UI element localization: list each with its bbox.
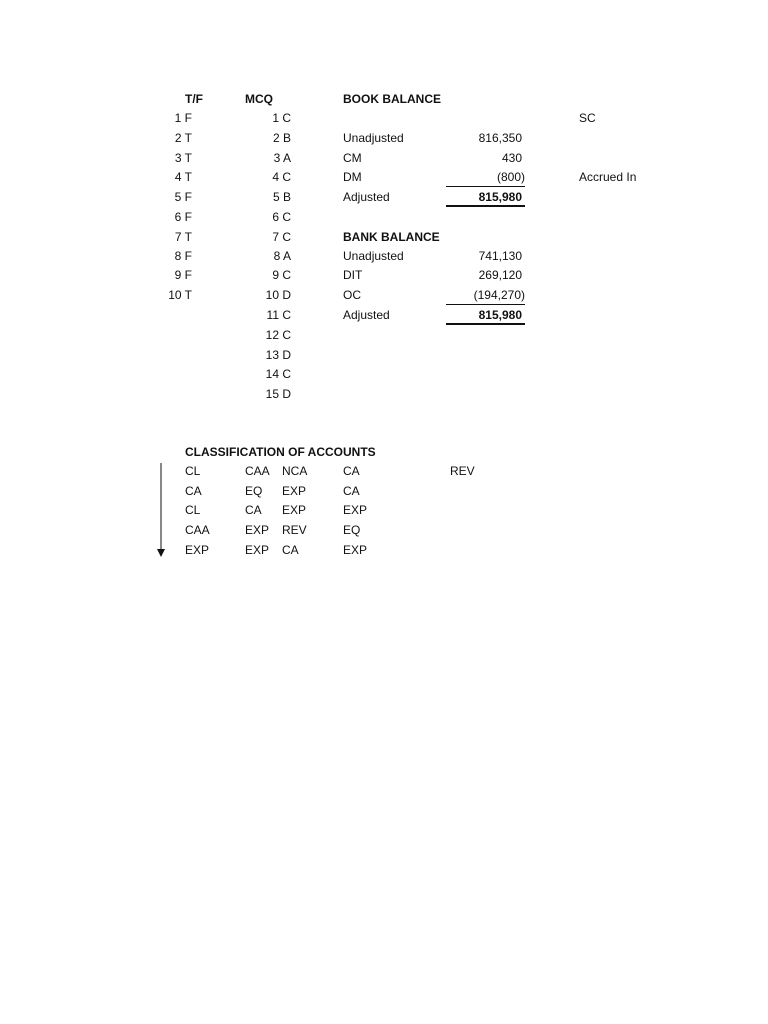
- mcq-item: 3 A: [273, 151, 291, 165]
- total-rule: [446, 323, 525, 325]
- mcq-item: 1 C: [272, 111, 291, 125]
- classification-cell: EXP: [343, 543, 368, 557]
- classification-cell: CL: [185, 464, 201, 478]
- tf-item: 1 F: [174, 111, 192, 125]
- bank-balance-value: (194,270): [473, 288, 525, 302]
- mcq-item: 12 C: [265, 328, 291, 342]
- tf-item: 9 F: [174, 268, 192, 282]
- bank-balance-value: 741,130: [478, 249, 522, 263]
- subtotal-rule: [446, 186, 525, 187]
- book-balance-label: Unadjusted: [343, 131, 404, 145]
- mcq-item: 10 D: [265, 288, 291, 302]
- mcq-item: 11 C: [266, 308, 291, 322]
- book-balance-adjusted-value: 815,980: [478, 190, 522, 204]
- tf-item: 10 T: [168, 288, 192, 302]
- book-balance-label: CM: [343, 151, 362, 165]
- book-balance-label: Adjusted: [343, 190, 390, 204]
- classification-cell: CA: [185, 484, 202, 498]
- tf-item: 8 F: [174, 249, 192, 263]
- book-balance-value: 430: [501, 151, 522, 165]
- down-arrow-icon: [157, 463, 165, 557]
- classification-cell: CAA: [185, 523, 210, 537]
- classification-cell: EXP: [185, 543, 210, 557]
- bank-balance-label: Adjusted: [343, 308, 390, 322]
- tf-item: 4 T: [174, 170, 192, 184]
- bank-balance-label: DIT: [343, 268, 363, 282]
- classification-cell: EQ: [343, 523, 361, 537]
- bank-balance-value: 269,120: [478, 268, 522, 282]
- tf-header: T/F: [185, 92, 203, 106]
- book-balance-value: (800): [496, 170, 525, 184]
- mcq-item: 6 C: [272, 210, 291, 224]
- classification-cell: EXP: [343, 503, 368, 517]
- accrued-note: Accrued In: [579, 170, 637, 184]
- book-balance-value: 816,350: [478, 131, 522, 145]
- classification-cell: CL: [185, 503, 201, 517]
- book-balance-label: DM: [343, 170, 362, 184]
- mcq-item: 9 C: [272, 268, 291, 282]
- sc-note: SC: [579, 111, 596, 125]
- bank-balance-label: OC: [343, 288, 361, 302]
- bank-balance-label: Unadjusted: [343, 249, 404, 263]
- mcq-header: MCQ: [245, 92, 273, 106]
- bank-balance-adjusted-value: 815,980: [478, 308, 522, 322]
- mcq-item: 2 B: [272, 131, 291, 145]
- tf-item: 6 F: [174, 210, 192, 224]
- classification-cell: CA: [282, 543, 299, 557]
- mcq-item: 14 C: [265, 367, 291, 381]
- tf-item: 5 F: [174, 190, 192, 204]
- mcq-item: 13 D: [265, 348, 291, 362]
- classification-cell: CA: [343, 484, 360, 498]
- book-balance-title: BOOK BALANCE: [343, 92, 441, 106]
- mcq-item: 4 C: [272, 170, 291, 184]
- mcq-item: 15 D: [265, 387, 291, 401]
- tf-item: 7 T: [174, 230, 192, 244]
- classification-cell: EXP: [245, 543, 270, 557]
- classification-cell: CA: [343, 464, 360, 478]
- total-rule: [446, 205, 525, 207]
- classification-title: CLASSIFICATION OF ACCOUNTS: [185, 445, 376, 459]
- subtotal-rule: [446, 304, 525, 305]
- tf-item: 3 T: [174, 151, 192, 165]
- mcq-item: 8 A: [273, 249, 291, 263]
- classification-cell: REV: [450, 464, 475, 478]
- classification-cell: REV: [282, 523, 307, 537]
- bank-balance-title: BANK BALANCE: [343, 230, 440, 244]
- classification-cell: EQ: [245, 484, 263, 498]
- classification-cell: NCA: [282, 464, 308, 478]
- tf-item: 2 T: [174, 131, 192, 145]
- classification-cell: EXP: [282, 503, 307, 517]
- mcq-item: 7 C: [272, 230, 291, 244]
- classification-cell: CAA: [245, 464, 270, 478]
- classification-cell: EXP: [282, 484, 307, 498]
- classification-cell: CA: [245, 503, 262, 517]
- classification-cell: EXP: [245, 523, 270, 537]
- mcq-item: 5 B: [272, 190, 291, 204]
